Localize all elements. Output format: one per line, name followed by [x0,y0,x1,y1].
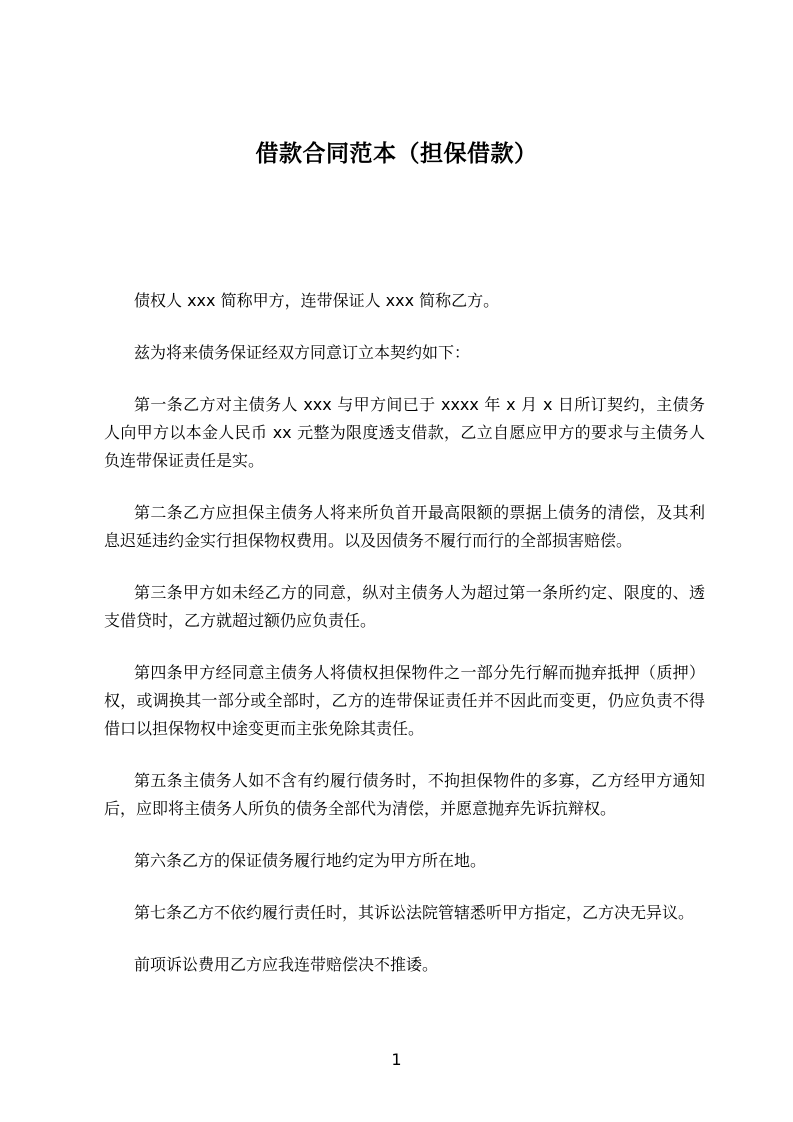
paragraph: 前项诉讼费用乙方应我连带赔偿决不推诿。 [134,955,439,974]
document-title: 借款合同范本（担保借款） [255,141,538,167]
paragraph: 第三条甲方如未经乙方的同意，纵对主债务人为超过第一条所约定、限度的、透支借贷时，乙方就超过额仍应负责任。 [104,583,705,630]
paragraph: 第一条乙方对主债务人 xxx 与甲方间已于 xxxx 年 x 月 x 日所订契约，主债务人向甲方以本金人民币 xx 元整为限度透支借款，乙立自愿应甲方的要求与主债务人负连带保证责任是实。 [104,395,705,470]
paragraph: 兹为将来债务保证经双方同意订立本契约如下： [134,343,471,362]
document-body [104,287,705,979]
paragraph: 第二条乙方应担保主债务人将来所负首开最高限额的票据上债务的清偿，及其利息迟延违约金实行担保物权费用。以及因债务不履行而行的全部损害赔偿。 [104,503,705,550]
paragraph: 第七条乙方不依约履行责任时，其诉讼法院管辖悉听甲方指定，乙方决无异议。 [134,903,695,922]
paragraph: 第五条主债务人如不含有约履行债务时，不拘担保物件的多寡，乙方经甲方通知后，应即将主债务人所负的债务全部代为清偿，并愿意抛弃先诉抗辩权。 [104,771,705,818]
page-number: 1 [391,1050,402,1069]
paragraph: 第六条乙方的保证债务履行地约定为甲方所在地。 [134,851,487,870]
page-footer [0,1046,793,1074]
paragraph: 债权人 xxx 简称甲方，连带保证人 xxx 简称乙方。 [134,291,500,310]
paragraph: 第四条甲方经同意主债务人将债权担保物件之一部分先行解而抛弃抵押（质押）权，或调换其一部分或全部时，乙方的连带保证责任并不因此而变更，仍应负责不得借口以担保物权中途变更而主张免除其责任。 [104,663,705,738]
